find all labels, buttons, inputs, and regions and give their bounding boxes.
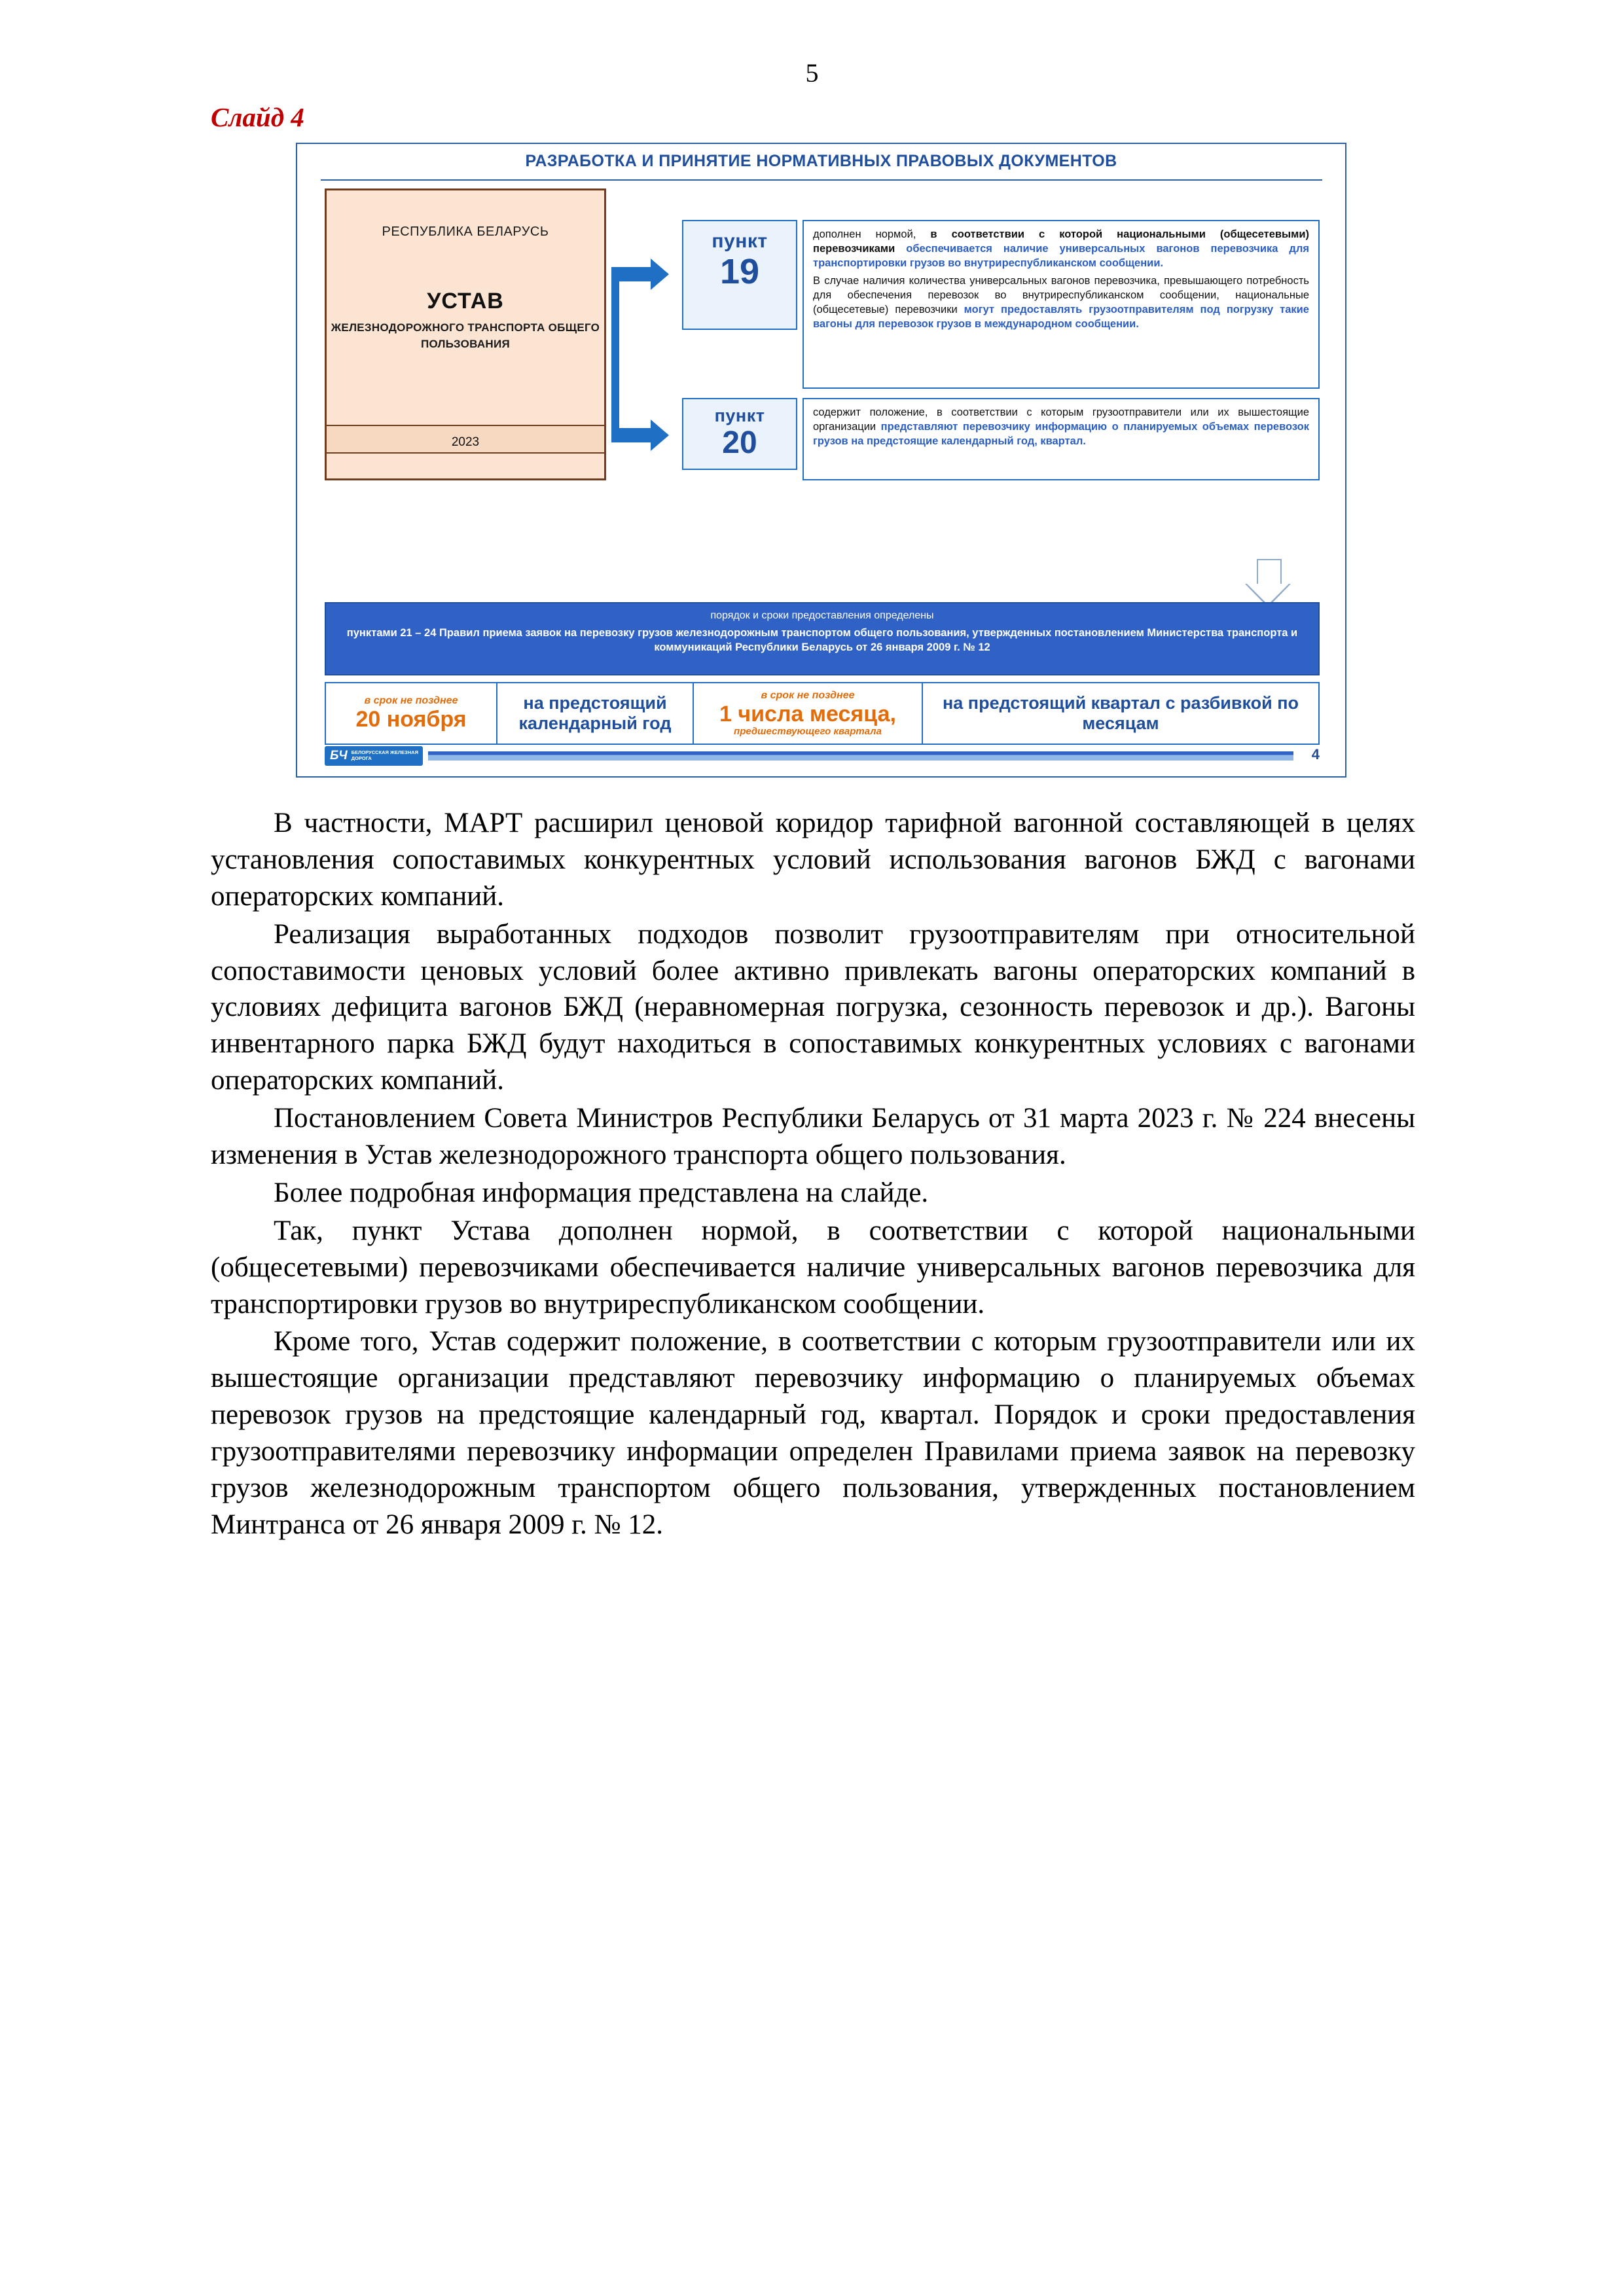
band-line-1: порядок и сроки предоставления определены: [710, 610, 934, 621]
punkt-20-badge: [682, 398, 797, 470]
p19-para2: В случае наличия количества универсальных вагонов перевозчика, превышающего потребность для обеспечения перевозок во внутриреспубликанском сообщении, национальные (общесетевые) перевозчики: [813, 275, 1309, 315]
logo-text: БЕЛОРУССКАЯ ЖЕЛЕЗНАЯ ДОРОГА: [351, 749, 418, 761]
deadline-cell-3: [693, 683, 922, 744]
bch-logo: [325, 746, 423, 766]
punkt-19-text: [803, 220, 1320, 389]
deadline-cells: [325, 682, 1320, 745]
deadline-1-caption: в срок не позднее: [364, 695, 458, 707]
paragraph: Реализация выработанных подходов позволит грузоотправителям при относительной сопоставимости ценовых условий более активно привлекать вагоны операторских компаний в условиях дефицита вагонов БЖД (неравномерная погрузка, сезонность перевозок и др.). Вагоны инвентарного парка БЖД будут находиться в сопоставимых конкурентных условиях с вагонами операторских компаний.: [211, 918, 1415, 1096]
charter-document: [325, 188, 606, 480]
charter-country: РЕСПУБЛИКА БЕЛАРУСЬ: [382, 224, 549, 239]
deadline-cell-4: [922, 683, 1318, 744]
p19-blue: обеспечивается наличие универсальных вагонов перевозчика для транспортировки грузов во внутриреспубликанском сообщении.: [813, 242, 1309, 269]
paragraph: Постановлением Совета Министров Республики Беларусь от 31 марта 2023 г. № 224 внесены изменения в Устав железнодорожного транспорта общего пользования.: [211, 1103, 1415, 1171]
punkt-20-word: пункт: [714, 406, 765, 425]
punkt-19-word: пункт: [712, 230, 768, 252]
title-divider: [321, 179, 1322, 181]
deadline-cell-2: [496, 683, 693, 744]
slide-image: [296, 143, 1346, 778]
deadline-2-text: на предстоящий календарный год: [518, 692, 672, 733]
p20-plain: содержит положение, в соответствии с которым грузоотправители или их вышестоящие организации: [813, 406, 1309, 433]
paragraph: Более подробная информация представлена на слайде.: [274, 1177, 929, 1208]
punkt-19-number: 19: [719, 252, 760, 291]
page-number: 5: [805, 58, 819, 88]
p19-lead: дополнен нормой,: [813, 228, 931, 240]
logo-mark: БЧ: [330, 749, 348, 762]
deadline-4-text: на предстоящий квартал с разбивкой по месяцам: [942, 692, 1299, 733]
paragraph: В частности, МАРТ расширил ценовой коридор тарифной вагонной составляющей в целях установления сопоставимых конкурентных условий использования вагонов БЖД с вагонами операторских компаний.: [211, 808, 1415, 912]
deadline-3-caption: в срок не позднее: [761, 689, 855, 701]
order-and-terms-band: [325, 602, 1320, 675]
slide-footer: [325, 745, 1320, 770]
deadline-1-value: 20 ноября: [355, 707, 467, 732]
slide-number: 4: [1311, 746, 1320, 762]
deadline-3-value: 1 числа месяца,: [719, 701, 896, 726]
band-line-2: пунктами 21 – 24 Правил приема заявок на перевозку грузов железнодорожным транспортом общего пользования, утвержденных постановлением Министерства транспорта и коммуникаций Республики Беларусь от 26 января 2009 г. № 12: [346, 627, 1298, 654]
deadline-cell-1: [326, 683, 496, 744]
charter-year: 2023: [451, 435, 480, 449]
slide-title: РАЗРАБОТКА И ПРИНЯТИЕ НОРМАТИВНЫХ ПРАВОВЫХ ДОКУМЕНТОВ: [525, 152, 1117, 170]
punkt-20-number: 20: [722, 425, 757, 460]
punkt-20-text: [803, 398, 1320, 480]
slide-label: Слайд 4: [211, 102, 304, 132]
arrow-connector: [611, 267, 619, 442]
p20-blue: представляют перевозчику информацию о планируемых объемах перевозок грузов на предстоящие календарный год, квартал.: [813, 420, 1309, 447]
body-text: [211, 805, 1415, 1545]
charter-subtitle: ЖЕЛЕЗНОДОРОЖНОГО ТРАНСПОРТА ОБЩЕГО ПОЛЬЗОВАНИЯ: [331, 321, 600, 350]
paragraph: Кроме того, Устав содержит положение, в соответствии с которым грузоотправители или их вышестоящие организации представляют перевозчику информацию о планируемых объемах перевозок грузов на предстоящие календарный год, квартал. Порядок и сроки предоставления грузоотправителями перевозчику информации определен Правилами приема заявок на перевозку грузов железнодорожным транспортом общего пользования, утвержденных постановлением Минтранса от 26 января 2009 г. № 12.: [211, 1326, 1415, 1540]
deadline-3-note: предшествующего квартала: [734, 726, 882, 738]
p19-para2-blue: могут предоставлять грузоотправителям под погрузку такие вагоны для перевозок грузов в международном сообщении.: [813, 303, 1309, 330]
charter-title: УСТАВ: [427, 289, 504, 314]
paragraph: Так, пункт Устава дополнен нормой, в соответствии с которой национальными (общесетевыми) перевозчиками обеспечивается наличие универсальных вагонов перевозчика для транспортировки грузов во внутриреспубликанском сообщении.: [211, 1215, 1415, 1319]
punkt-19-badge: [682, 220, 797, 330]
down-arrow-icon: [1245, 559, 1291, 607]
p19-bold: в соответствии с которой национальными (общесетевыми) перевозчиками: [813, 228, 1309, 255]
footer-rule: [428, 751, 1293, 761]
